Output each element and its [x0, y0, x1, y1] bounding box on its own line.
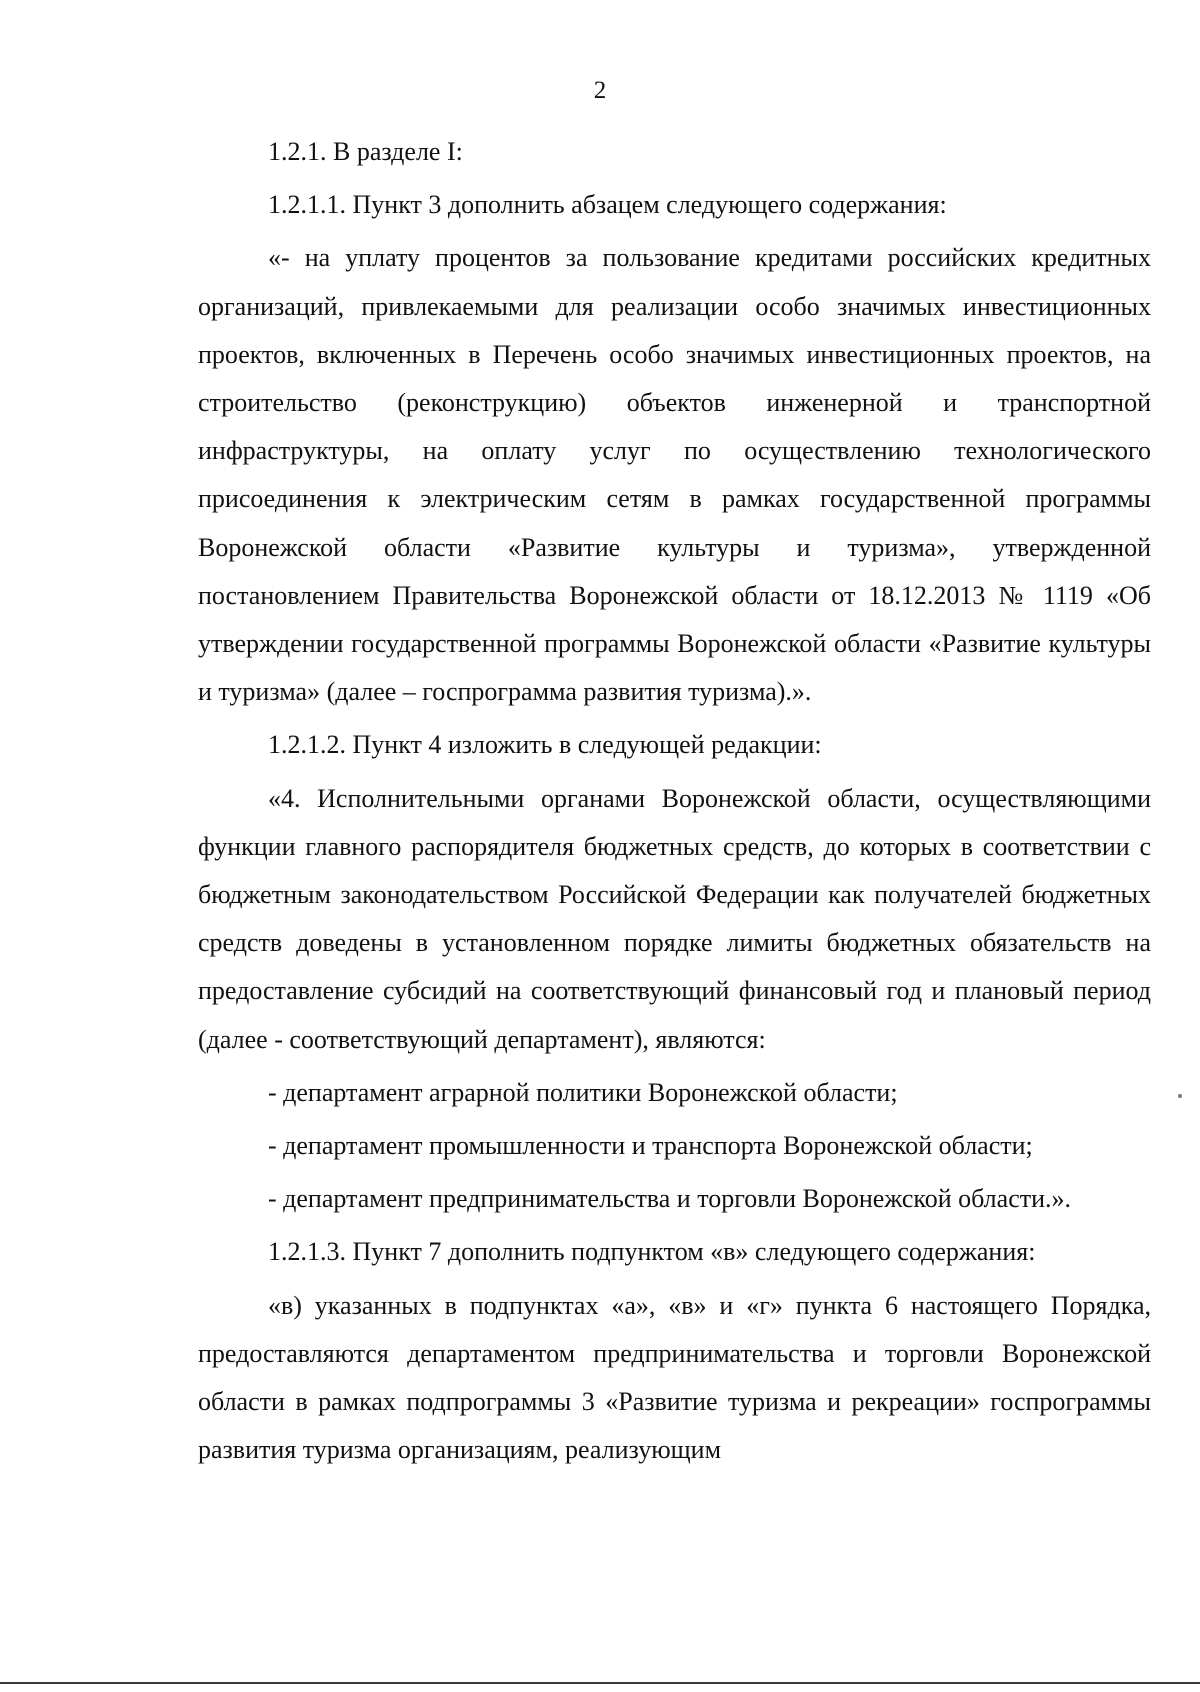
paragraph-section-heading: 1.2.1. В разделе I: — [268, 137, 463, 166]
paragraph-interest-payment-clause: «- на уплату процентов за пользование кредитами российских кредитных организаций, привлекаемыми для реализации особо значимых инвестиционных проектов, включенных в Перечень особо значимых инвестиционных проектов, на строительство (реконструкцию) объектов инженерной и транспортной инфраструктуры, на оплату услуг по осуществлению технологического присоединения к электрическим сетям в рамках государственной программы Воронежской области «Развитие культуры и туризма», утвержденной постановлением Правительства Воронежской области от 18.12.2013 № 1119 «Об утверждении государственной программы Воронежской области «Развитие культуры и туризма» (далее – госпрограмма развития туризма).». — [198, 243, 1151, 707]
bottom-rule — [0, 1682, 1200, 1684]
list-item-industry-department: - департамент промышленности и транспорта Воронежской области; — [268, 1131, 1033, 1161]
paragraph-executive-bodies: «4. Исполнительными органами Воронежской области, осуществляющими функции главного распорядителя бюджетных средств, до которых в соответствии с бюджетным законодательством Российской Федерации как получателей бюджетных средств доведены в установленном порядке лимиты бюджетных обязательств на предоставление субсидий на соответствующий финансовый год и плановый период (далее - соответствующий департамент), являются: — [198, 783, 1151, 1054]
page-number: 2 — [593, 77, 607, 104]
paragraph-item-1-2-1-2: 1.2.1.2. Пункт 4 изложить в следующей редакции: — [268, 730, 822, 760]
list-item-entrepreneurship-department: - департамент предпринимательства и торговли Воронежской области.». — [268, 1184, 1072, 1214]
paragraph-item-1-2-1-3: 1.2.1.3. Пункт 7 дополнить подпунктом «в» следующего содержания: — [268, 1237, 1036, 1267]
document-body — [198, 128, 1151, 1479]
paragraph-item-1-2-1-1: 1.2.1.1. Пункт 3 дополнить абзацем следующего содержания: — [268, 190, 947, 220]
list-item-agrarian-department: - департамент аграрной политики Воронежской области; — [268, 1077, 898, 1107]
scan-mark — [1178, 1094, 1182, 1098]
paragraph-subitem-v: «в) указанных в подпунктах «а», «в» и «г» пункта 6 настоящего Порядка, предоставляются департаментом предпринимательства и торговли Воронежской области в рамках подпрограммы 3 «Развитие туризма и рекреации» госпрограммы развития туризма организациям, реализующим — [198, 1290, 1151, 1465]
